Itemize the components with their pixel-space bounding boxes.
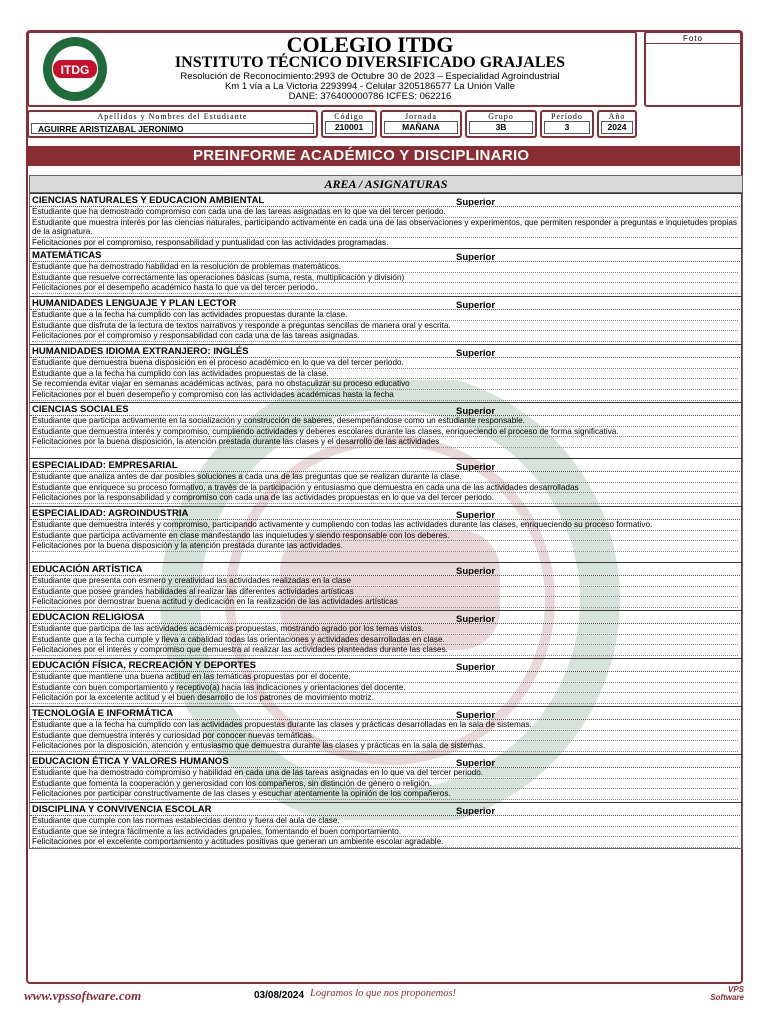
subject-name: CIENCIAS NATURALES Y EDUCACION AMBIENTAL <box>32 195 265 206</box>
year-value: 2024 <box>601 121 633 134</box>
year-box <box>597 110 637 138</box>
photo-label: Foto <box>646 34 740 44</box>
comment-line: Felicitaciones por la buena disposición y la atención prestada durante las actividades. <box>32 541 738 552</box>
subject-row <box>30 706 742 755</box>
subject-name: EDUCACION ÉTICA Y VALORES HUMANOS <box>32 756 229 767</box>
comment-line: Estudiante que se integra fácilmente a las actividades grupales, fomentando el buen comportamiento. <box>32 827 738 838</box>
comment-line: Estudiante que disfruta de la lectura de textos narrativos y responde a preguntas sencillas de manera oral y escrita. <box>32 321 738 332</box>
comment-line: Felicitaciones por la disposición, atención y entusiasmo que demuestra durante las clases y prácticas en la sala de sistemas. <box>32 741 738 752</box>
subject-grade: Superior <box>456 710 496 721</box>
comment-line: Estudiante que presenta con esmero y creatividad las actividades realizadas en la clase <box>32 576 738 587</box>
subject-comments <box>32 672 738 704</box>
subject-name: ESPECIALIDAD: AGROINDUSTRIA <box>32 508 189 519</box>
subject-comments <box>32 472 738 504</box>
shift-box <box>380 110 462 138</box>
comment-line: Felicitaciones por la buena disposición, la atención prestada durante las clases y el desarrollo de las actividades <box>32 437 738 448</box>
comment-line: Felicitaciones por el excelente comportamiento y actitudes positivas que generan un ambiente escolar agradable. <box>32 837 738 848</box>
subject-name: EDUCACION RELIGIOSA <box>32 612 145 623</box>
subject-comments <box>32 520 738 552</box>
comment-line: Estudiante que a la fecha cumple y lleva a cabalidad todas las orientaciones y actividades desarrolladas en clase. <box>32 635 738 646</box>
student-name-box <box>27 110 318 138</box>
comment-line: Felicitaciones por participar constructivamente de las clases y escuchar atentamente la opinión de los compañeros. <box>32 789 738 800</box>
period-label: Período <box>551 112 583 121</box>
comment-line: Estudiante que demuestra buena disposición en el proceso académico en lo que va del tercer periodo. <box>32 358 738 369</box>
comment-line: Estudiante que demuestra interés y compromiso, cumpliendo actividades y deberes escolares durante las clases, enriqueciendo el proceso de forma significativa. <box>32 427 738 438</box>
comment-line: Felicitaciones por el buen desempeño y compromiso con las actividades académicas hasta la fecha <box>32 390 738 401</box>
code-label: Código <box>334 112 364 121</box>
subject-name: MATEMÁTICAS <box>32 250 102 261</box>
subject-comments <box>32 624 738 656</box>
comment-line: Estudiante que resuelve correctamente las operaciones básicas (suma, resta, multiplicación y división) <box>32 273 738 284</box>
dane-text: DANE: 376400000786 ICFES: 062216 <box>288 91 452 102</box>
comment-line: Estudiante que ha demostrado habilidad en la resolución de problemas matemáticos. <box>32 262 738 273</box>
subject-name: TECNOLOGÍA E INFORMÁTICA <box>32 708 174 719</box>
logo-text: ITDG <box>60 63 90 77</box>
photo-box <box>644 31 742 107</box>
subject-grade: Superior <box>456 462 496 473</box>
institute-name: INSTITUTO TÉCNICO DIVERSIFICADO GRAJALES <box>174 54 566 71</box>
comment-line: Felicitaciones por la responsabilidad y compromiso con cada una de las actividades propuestas en lo que va del tercer periodo. <box>32 493 738 504</box>
subject-comments <box>32 720 738 752</box>
shift-label: Jornada <box>405 112 437 121</box>
comment-line: Estudiante que ha demostrado compromiso y habilidad en cada una de las tareas asignadas en lo que va del tercer periodo. <box>32 768 738 779</box>
subject-grade: Superior <box>456 406 496 417</box>
period-value: 3 <box>544 121 590 134</box>
subject-grade: Superior <box>456 758 496 769</box>
comment-line: Se recomienda evitar viajar en semanas académicas activas, para no obstaculizar su proceso educativo <box>32 379 738 390</box>
subject-name: HUMANIDADES IDIOMA EXTRANJERO: INGLÉS <box>32 346 249 357</box>
shift-value: MAÑANA <box>384 121 458 134</box>
student-name-value: AGUIRRE ARISTIZABAL JERONIMO <box>31 123 314 134</box>
subject-grade: Superior <box>456 662 496 673</box>
subject-comments <box>32 358 738 401</box>
comment-line: Felicitaciones por el compromiso, responsabilidad y puntualidad con las actividades programadas. <box>32 238 738 249</box>
comment-line: Felicitaciones por demostrar buena actitud y dedicación en la realización de las actividades artísticas <box>32 597 738 608</box>
report-title-banner: PREINFORME ACADÉMICO Y DISCIPLINARIO <box>27 146 740 166</box>
resolution-text: Resolución de Reconocimiento:2993 de Octubre 30 de 2023 – Especialidad Agroindustrial <box>180 71 560 82</box>
subjects-table <box>29 175 743 849</box>
comment-line: Estudiante que participa activamente en clase manifestando las inquietudes y siendo responsable con los deberes. <box>32 531 738 542</box>
footer-date: 03/08/2024 <box>254 990 305 1001</box>
comment-line: Estudiante que muestra interés por las ciencias naturales, participando activamente en cada una de las observaciones y experimentos, que permiten responder a preguntas e inquietudes propias de la asignatura. <box>32 217 738 237</box>
comment-line: Estudiante que participa activamente en la socialización y construcción de saberes, desempeñándose como un estudiante responsable. <box>32 416 738 427</box>
subject-name: EDUCACIÓN FÍSICA, RECREACIÓN Y DEPORTES <box>32 660 256 671</box>
subject-row <box>30 802 742 851</box>
code-value: 210001 <box>325 121 373 134</box>
group-box <box>465 110 537 138</box>
footer-slogan: Logramos lo que nos proponemos! <box>310 988 457 999</box>
comment-line: Estudiante que demuestra interés y curiosidad por conocer nuevas temáticas. <box>32 731 738 742</box>
address-text: Km 1 vía a La Victoria 2293994 - Celular 3205186577 La Unión Valle <box>224 81 516 92</box>
subject-row <box>30 296 742 345</box>
subject-comments <box>32 262 738 294</box>
subject-name: CIENCIAS SOCIALES <box>32 404 129 415</box>
year-label: Año <box>608 112 626 121</box>
subject-grade: Superior <box>456 197 496 208</box>
subject-comments <box>32 310 738 342</box>
subject-row <box>30 344 742 403</box>
subject-grade: Superior <box>456 252 496 263</box>
comment-line: Estudiante que analiza antes de dar posibles soluciones a cada una de las preguntas que se realizan durante la clase. <box>32 472 738 483</box>
school-logo-icon <box>36 36 114 102</box>
period-box <box>540 110 594 138</box>
subject-row <box>30 193 742 249</box>
group-value: 3B <box>469 121 533 134</box>
subject-row <box>30 562 742 611</box>
table-header: AREA / ASIGNATURAS <box>30 176 742 193</box>
subject-comments <box>32 576 738 608</box>
vps-software-logo: VPS Software <box>710 985 744 1002</box>
group-label: Grupo <box>488 112 514 121</box>
subject-name: EDUCACIÓN ARTÍSTICA <box>32 564 143 575</box>
subject-comments <box>32 416 738 448</box>
subject-name: DISCIPLINA Y CONVIVENCIA ESCOLAR <box>32 804 212 815</box>
subject-row <box>30 402 742 459</box>
subject-comments <box>32 207 738 249</box>
comment-line: Felicitaciones por el desempeño académico hasta lo que va del tercer periodo. <box>32 283 738 294</box>
comment-line: Estudiante que demuestra interés y compromiso, participando activamente y cumpliendo con todas las actividades durante las clases, enriqueciendo su proceso formativo. <box>32 520 738 531</box>
school-name: COLEGIO ITDG <box>286 32 454 57</box>
comment-line: Estudiante que cumple con las normas establecidas dentro y fuera del aula de clase. <box>32 816 738 827</box>
subject-name: HUMANIDADES LENGUAJE Y PLAN LECTOR <box>32 298 237 309</box>
comment-line: Estudiante que participa de las actividades académicas propuestas, mostrando agrado por los temas vistos. <box>32 624 738 635</box>
subject-grade: Superior <box>456 510 496 521</box>
subject-grade: Superior <box>456 300 496 311</box>
comment-line: Estudiante que ha demostrado compromiso con cada una de las tareas asignadas en lo que va del tercer periodo. <box>32 207 738 218</box>
subject-row <box>30 506 742 563</box>
comment-line: Estudiante con buen comportamiento y receptivo(a) hacia las indicaciones y orientaciones del docente. <box>32 683 738 694</box>
student-name-label: Apellidos y Nombres del Estudiante <box>97 112 248 121</box>
subject-row <box>30 458 742 507</box>
footer-url-link[interactable]: www.vpssoftware.com <box>24 988 142 1003</box>
subject-row <box>30 658 742 707</box>
subject-name: ESPECIALIDAD: EMPRESARIAL <box>32 460 178 471</box>
comment-line: Estudiante que a la fecha ha cumplido con las actividades propuestas durante la clase. <box>32 310 738 321</box>
subject-row <box>30 754 742 803</box>
subject-row <box>30 248 742 297</box>
comment-line: Felicitaciones por el interés y compromiso que demuestra al realizar las actividades planteadas durante las clases. <box>32 645 738 656</box>
comment-line: Estudiante que mantiene una buena actitud en las temáticas propuestas por el docente. <box>32 672 738 683</box>
code-box <box>321 110 377 138</box>
subject-comments <box>32 816 738 848</box>
comment-line: Felicitación por la excelente actitud y el buen desarrollo de los patrones de movimiento motriz. <box>32 693 738 704</box>
subject-grade: Superior <box>456 566 496 577</box>
subject-row <box>30 610 742 659</box>
subject-grade: Superior <box>456 614 496 625</box>
comment-line: Estudiante que fomenta la cooperación y generosidad con los compañeros, sin distinción de género o religión. <box>32 779 738 790</box>
comment-line: Estudiante que posee grandes habilidades al realizar las diferentes actividades artísticas <box>32 587 738 598</box>
comment-line: Estudiante que enriquece su proceso formativo, a través de la participación y entusiasmo que demuestra en cada una de las actividades desarrolladas <box>32 483 738 494</box>
subject-grade: Superior <box>456 806 496 817</box>
subject-comments <box>32 768 738 800</box>
subject-grade: Superior <box>456 348 496 359</box>
comment-line: Estudiante que a la fecha ha cumplido con las actividades propuestas de la clase. <box>32 369 738 380</box>
comment-line: Felicitaciones por el compromiso y responsabilidad con cada una de las tareas asignadas. <box>32 331 738 342</box>
comment-line: Estudiante que a la fecha ha cumplido con las actividades propuestas durante las clases y prácticas desarrolladas en la sala de sistemas. <box>32 720 738 731</box>
